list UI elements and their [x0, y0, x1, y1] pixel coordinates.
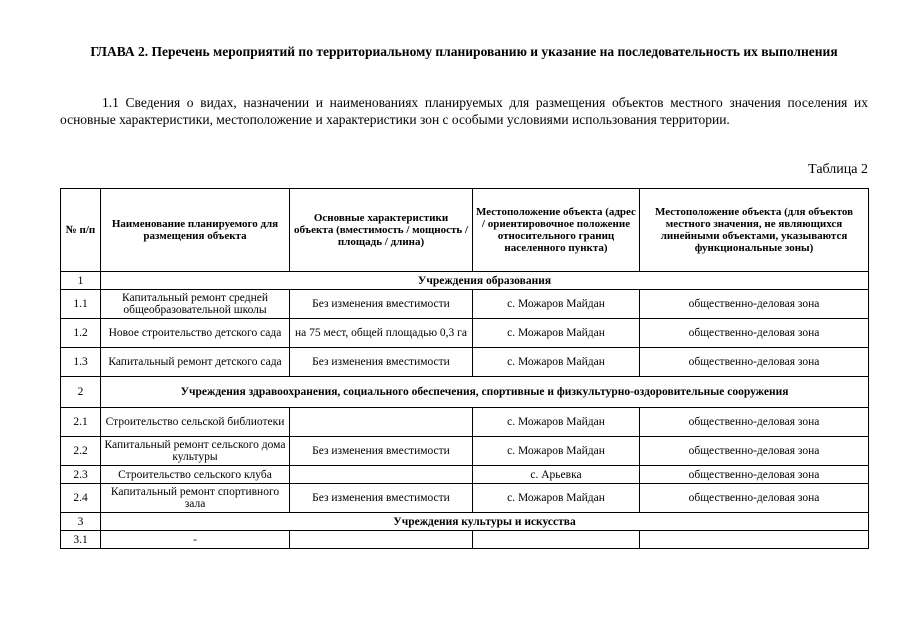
- measures-table: [60, 188, 869, 549]
- table-row: [61, 408, 869, 437]
- row-object-name: Строительство сельского клуба: [101, 466, 290, 484]
- row-location: [473, 531, 640, 549]
- row-object-name: Новое строительство детского сада: [101, 319, 290, 348]
- table-row: [61, 531, 869, 549]
- row-characteristics: [290, 466, 473, 484]
- row-location: с. Можаров Майдан: [473, 484, 640, 513]
- row-characteristics: [290, 531, 473, 549]
- row-number: 2.4: [61, 484, 101, 513]
- section-row: [61, 377, 869, 408]
- section-number: 2: [61, 377, 101, 408]
- section-number: 3: [61, 513, 101, 531]
- row-number: 2.3: [61, 466, 101, 484]
- header-location-address: Местоположение объекта (адрес / ориентировочное положение относительного границ населенного пункта): [473, 189, 640, 272]
- row-number: 1.2: [61, 319, 101, 348]
- row-location: с. Можаров Майдан: [473, 437, 640, 466]
- row-zone: общественно-деловая зона: [640, 437, 869, 466]
- table-row: [61, 319, 869, 348]
- row-object-name: Капитальный ремонт детского сада: [101, 348, 290, 377]
- row-number: 2.1: [61, 408, 101, 437]
- table-caption: Таблица 2: [808, 162, 868, 177]
- row-characteristics: Без изменения вместимости: [290, 437, 473, 466]
- row-location: с. Можаров Майдан: [473, 290, 640, 319]
- section-row: [61, 272, 869, 290]
- section-title: Учреждения культуры и искусства: [101, 513, 869, 531]
- header-characteristics: Основные характеристики объекта (вместимость / мощность / площадь / длина): [290, 189, 473, 272]
- intro-paragraph: 1.1 Сведения о видах, назначении и наименованиях планируемых для размещения объектов местного значения поселения их основные характеристики, местоположение и характеристики зон с особыми условиями использования территории.: [60, 95, 868, 127]
- header-location-zone: Местоположение объекта (для объектов местного значения, не являющихся линейными объектами, указываются функциональные зоны): [640, 189, 869, 272]
- row-location: с. Можаров Майдан: [473, 408, 640, 437]
- row-location: с. Арьевка: [473, 466, 640, 484]
- section-title: Учреждения образования: [101, 272, 869, 290]
- row-characteristics: Без изменения вместимости: [290, 290, 473, 319]
- row-number: 1.3: [61, 348, 101, 377]
- header-number: № п/п: [61, 189, 101, 272]
- row-zone: общественно-деловая зона: [640, 290, 869, 319]
- chapter-heading: ГЛАВА 2. Перечень мероприятий по территориальному планированию и указание на последовательность их выполнения: [90, 44, 838, 59]
- row-object-name: Строительство сельской библиотеки: [101, 408, 290, 437]
- row-characteristics: Без изменения вместимости: [290, 484, 473, 513]
- row-zone: общественно-деловая зона: [640, 408, 869, 437]
- row-location: с. Можаров Майдан: [473, 319, 640, 348]
- row-zone: [640, 531, 869, 549]
- row-zone: общественно-деловая зона: [640, 348, 869, 377]
- table-header-row: [61, 189, 869, 272]
- row-object-name: Капитальный ремонт средней общеобразовательной школы: [101, 290, 290, 319]
- table-row: [61, 437, 869, 466]
- table-row: [61, 290, 869, 319]
- table-row: [61, 348, 869, 377]
- row-characteristics: [290, 408, 473, 437]
- row-zone: общественно-деловая зона: [640, 466, 869, 484]
- row-number: 2.2: [61, 437, 101, 466]
- row-object-name: -: [101, 531, 290, 549]
- row-location: с. Можаров Майдан: [473, 348, 640, 377]
- row-object-name: Капитальный ремонт спортивного зала: [101, 484, 290, 513]
- header-object-name: Наименование планируемого для размещения объекта: [101, 189, 290, 272]
- row-characteristics: на 75 мест, общей площадью 0,3 га: [290, 319, 473, 348]
- row-number: 3.1: [61, 531, 101, 549]
- section-title: Учреждения здравоохранения, социального обеспечения, спортивные и физкультурно-оздоровительные сооружения: [101, 377, 869, 408]
- row-number: 1.1: [61, 290, 101, 319]
- row-characteristics: Без изменения вместимости: [290, 348, 473, 377]
- row-zone: общественно-деловая зона: [640, 484, 869, 513]
- section-number: 1: [61, 272, 101, 290]
- section-row: [61, 513, 869, 531]
- row-zone: общественно-деловая зона: [640, 319, 869, 348]
- row-object-name: Капитальный ремонт сельского дома культуры: [101, 437, 290, 466]
- table-row: [61, 466, 869, 484]
- table-row: [61, 484, 869, 513]
